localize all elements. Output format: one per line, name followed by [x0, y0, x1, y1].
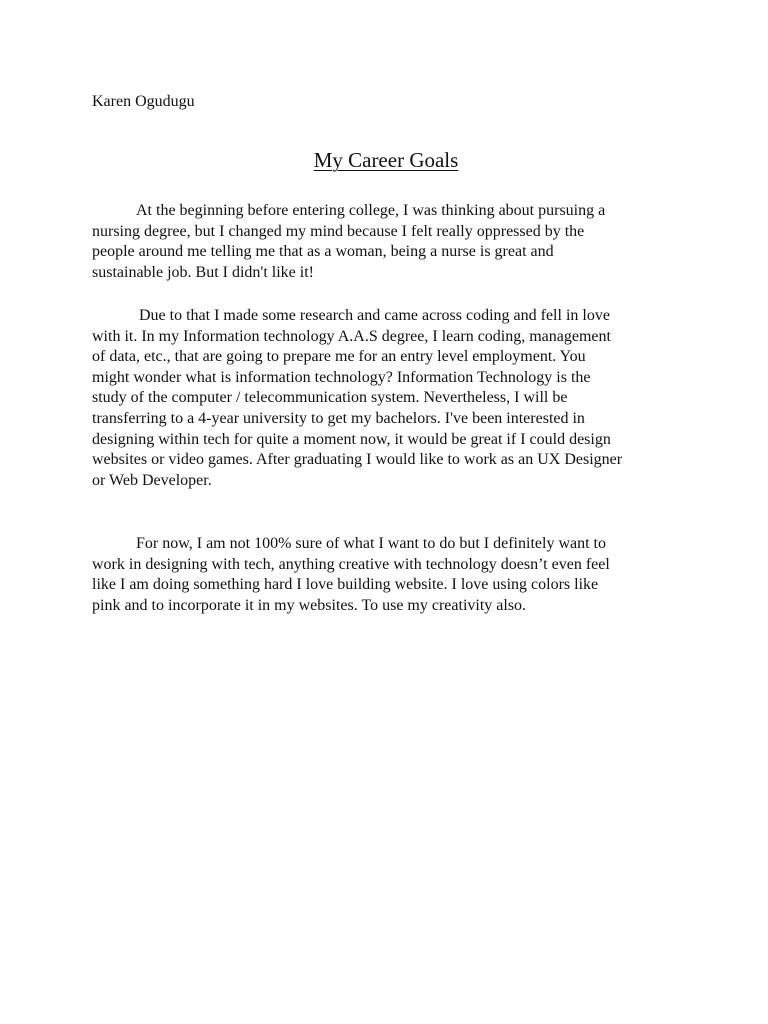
paragraph-line: At the beginning before entering college, I was thinking about pursuing a — [136, 202, 606, 219]
paragraph-line: websites or video games. After graduating I would like to work as an UX Designer — [92, 451, 623, 469]
paragraph-line: work in designing with tech, anything creative with technology doesn’t even feel — [92, 555, 610, 573]
author-name: Karen Ogudugu — [92, 93, 195, 110]
paragraph-1 — [92, 201, 692, 283]
paragraph-line: pink and to incorporate it in my websites. To use my creativity also. — [92, 596, 527, 614]
document-title — [0, 147, 768, 173]
paragraph-line: people around me telling me that as a woman, being a nurse is great and — [92, 243, 554, 261]
paragraph-line: For now, I am not 100% sure of what I want to do but I definitely want to — [136, 535, 606, 552]
paragraph-line: of data, etc., that are going to prepare me for an entry level employment. You — [92, 348, 586, 366]
paragraph-line: Due to that I made some research and came across coding and fell in love — [139, 307, 610, 324]
paragraph-line: study of the computer / telecommunication system. Nevertheless, I will be — [92, 389, 568, 407]
paragraph-line: like I am doing something hard I love building website. I love using colors like — [92, 576, 599, 594]
paragraph-line: sustainable job. But I didn't like it! — [92, 263, 314, 281]
paragraph-line: nursing degree, but I changed my mind because I felt really oppressed by the — [92, 222, 585, 240]
paragraph-line: might wonder what is information technology? Information Technology is the — [92, 368, 591, 386]
document-title-text: My Career Goals — [313, 148, 459, 172]
paragraph-2 — [92, 306, 692, 491]
paragraph-line: with it. In my Information technology A.A.S degree, I learn coding, management — [92, 327, 611, 345]
paragraph-line: designing within tech for quite a moment now, it would be great if I could design — [92, 430, 611, 448]
paragraph-line: or Web Developer. — [92, 471, 212, 489]
paragraph-line: transferring to a 4-year university to get my bachelors. I've been interested in — [92, 409, 585, 427]
paragraph-3 — [92, 534, 692, 616]
